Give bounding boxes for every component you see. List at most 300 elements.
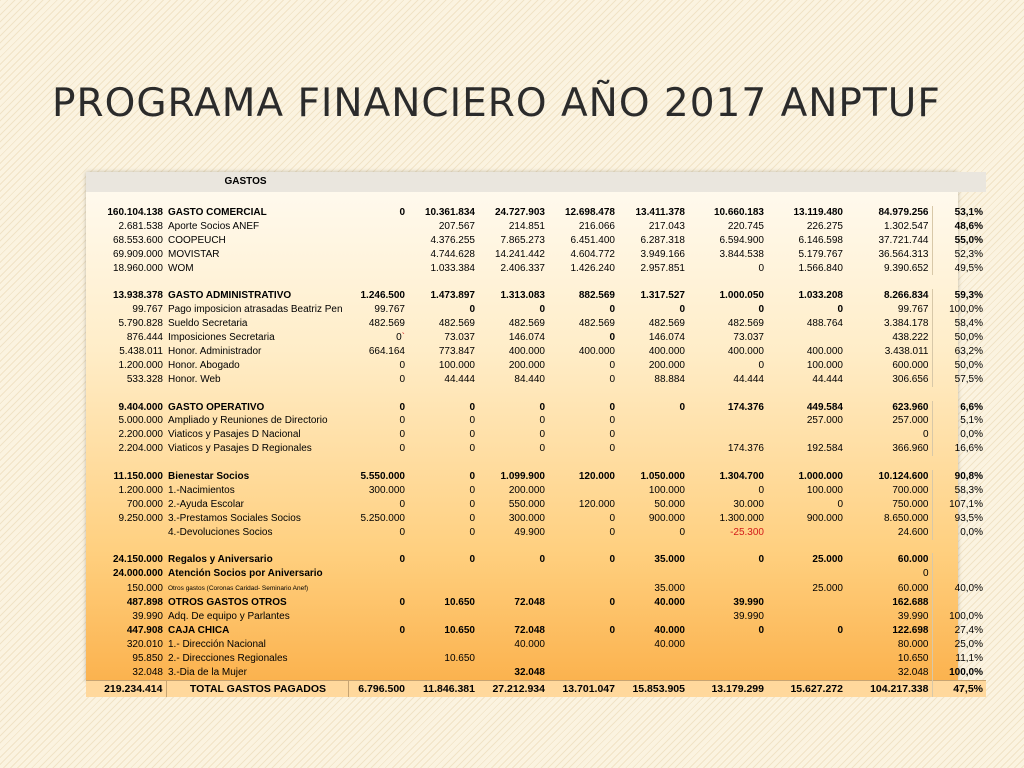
table-row [86,414,986,428]
table-cell [166,624,348,638]
table-cell [86,512,166,526]
table-cell [166,401,348,415]
table-cell [86,470,166,484]
table-cell [348,624,408,638]
cell-value: 10.650 [444,652,475,664]
cell-value: 257.000 [892,415,929,427]
table-cell [408,401,478,415]
table-cell [408,345,478,359]
cell-value: 0 [399,401,405,413]
cell-value: 40.000 [654,625,685,637]
cell-value: 25.000 [812,582,843,594]
total-cell: 219.234.414 [86,680,166,697]
cell-value: 122.698 [892,625,929,637]
table-cell [932,498,986,512]
table-cell [478,289,548,303]
cell-value: 482.569 [727,318,764,330]
total-row [86,680,986,697]
table-cell [932,359,986,373]
cell-value: 600.000 [892,359,929,371]
table-cell [548,470,618,484]
table-cell [618,248,688,262]
table-cell [478,624,548,638]
cell-value: GASTO COMERCIAL [168,206,267,218]
cell-value: 80.000 [897,638,929,650]
table-cell [166,526,348,540]
table-cell [932,666,986,680]
table-cell [767,303,846,317]
table-cell [932,206,986,220]
table-cell [348,512,408,526]
table-cell [618,206,688,220]
table-cell [932,442,986,456]
table-cell [767,220,846,234]
table-cell [846,359,932,373]
table-cell [548,289,618,303]
cell-value: 257.000 [806,415,843,427]
cell-value: 5.179.767 [798,248,843,260]
table-cell [548,414,618,428]
table-cell [478,262,548,276]
table-cell [86,442,166,456]
table-cell [86,262,166,276]
table-cell [688,414,767,428]
cell-value: 32.048 [132,666,163,678]
cell-value: 1.426.240 [570,262,615,274]
table-cell [618,331,688,345]
table-cell [86,567,166,581]
table-cell [932,484,986,498]
table-cell [548,567,618,581]
table-cell [618,638,688,652]
table-cell [166,303,348,317]
table-cell [548,234,618,248]
cell-value: 60.000 [897,554,929,566]
table-cell [688,512,767,526]
table-cell [408,581,478,596]
table-row [86,442,986,456]
cell-value: 0 [539,443,545,455]
cell-value: 5.790.828 [118,318,163,330]
table-cell [86,498,166,512]
table-cell [846,373,932,387]
table-section-row [86,206,986,220]
table-cell [348,428,408,442]
cell-value: 146.074 [508,332,545,344]
table-row [86,666,986,680]
table-cell [408,262,478,276]
cell-value: COOPEUCH [168,234,226,246]
table-cell [348,553,408,567]
cell-value: 16,6% [954,443,983,455]
cell-value: 40.000 [654,597,685,609]
cell-value: 0 [609,443,615,455]
table-section-row [86,553,986,567]
table-cell [86,553,166,567]
table-cell [846,638,932,652]
cell-value: 1.302.547 [884,220,929,232]
cell-value: 69.909.000 [112,248,163,260]
cell-value: 217.043 [648,220,685,232]
table-cell [548,624,618,638]
table-cell [348,526,408,540]
cell-value: 400.000 [648,345,685,357]
cell-value: 0,0% [960,429,983,441]
cell-value: 24.600 [897,526,929,538]
cell-value: 200.000 [508,484,545,496]
cell-value: 120.000 [578,498,615,510]
table-cell [408,638,478,652]
table-cell [767,331,846,345]
table-row [86,303,986,317]
table-cell [166,373,348,387]
cell-value: 18.960.000 [112,262,163,274]
table-cell [932,652,986,666]
cell-value: 10.650 [444,625,475,637]
cell-value: 1.473.897 [430,290,475,302]
table-row [86,359,986,373]
cell-value: Honor. Abogado [168,359,240,371]
cell-value: 4.376.255 [430,234,475,246]
cell-value: 0 [399,359,405,371]
cell-value: Sueldo Secretaria [168,318,248,330]
cell-value: 216.066 [578,220,615,232]
cell-value: 482.569 [648,318,685,330]
table-cell [348,248,408,262]
table-cell [688,317,767,331]
table-cell [166,553,348,567]
cell-value: 3.844.538 [719,248,764,260]
table-cell [548,610,618,624]
table-cell [86,373,166,387]
table-cell [408,553,478,567]
cell-value: 99.767 [132,304,163,316]
table-cell [688,345,767,359]
table-cell [348,666,408,680]
table-cell [478,581,548,596]
cell-value: 6,6% [960,401,983,413]
table-cell [408,596,478,610]
table-cell [166,345,348,359]
blank-row [86,275,986,289]
cell-value: 48,6% [954,220,983,232]
cell-value: 25,0% [954,638,983,650]
cell-value: 0 [758,554,764,566]
table-cell [618,666,688,680]
table-cell [932,331,986,345]
table-cell [767,652,846,666]
table-cell [478,220,548,234]
cell-value: 0 [539,429,545,441]
table-cell [767,624,846,638]
cell-value: 2.-Ayuda Escolar [168,498,244,510]
cell-value: 0 [609,359,615,371]
total-cell: TOTAL GASTOS PAGADOS [166,680,348,697]
cell-value: -25.300 [730,526,764,538]
cell-value: 0 [837,498,843,510]
table-cell [166,289,348,303]
table-cell [618,596,688,610]
cell-value: 49,5% [954,262,983,274]
table-cell [348,303,408,317]
table-cell [932,624,986,638]
table-cell [478,331,548,345]
table-cell [846,553,932,567]
cell-value: 900.000 [806,512,843,524]
table-cell [478,345,548,359]
table-cell [767,401,846,415]
table-cell [166,331,348,345]
table-cell [767,596,846,610]
cell-value: Ampliado y Reuniones de Directorio [168,415,328,427]
table-cell [618,345,688,359]
cell-value: 40,0% [954,582,983,594]
cell-value: 58,4% [954,318,983,330]
cell-value: 320.010 [126,638,163,650]
table-cell [408,414,478,428]
table-cell [932,303,986,317]
cell-value: 2.204.000 [118,443,163,455]
cell-value: 226.275 [806,220,843,232]
table-cell [767,414,846,428]
cell-value: Otros gastos (Coronas Caridad- Seminario Anef) [168,585,309,593]
table-cell [688,484,767,498]
cell-value: 0 [469,401,475,413]
table-cell [846,498,932,512]
cell-value: 55,0% [954,234,983,246]
table-cell [478,512,548,526]
table-cell [348,610,408,624]
table-cell [478,442,548,456]
table-cell [166,610,348,624]
table-cell [767,317,846,331]
cell-value: 0 [399,373,405,385]
cell-value: 0 [469,526,475,538]
cell-value: 300.000 [508,512,545,524]
cell-value: 3.-Prestamos Sociales Socios [168,512,301,524]
table-cell [932,526,986,540]
table-cell [348,638,408,652]
table-cell [478,373,548,387]
table-cell [86,317,166,331]
table-cell [348,317,408,331]
table-cell [348,289,408,303]
table-cell [767,526,846,540]
cell-value: 0 [837,304,843,316]
table-row [86,638,986,652]
table-cell [478,428,548,442]
table-cell [767,248,846,262]
cell-value: 482.569 [438,318,475,330]
table-cell [408,373,478,387]
cell-value: 4.604.772 [570,248,615,260]
blank-row [86,387,986,401]
cell-value: 50.000 [654,498,685,510]
table-cell [166,512,348,526]
cell-value: 1.200.000 [118,484,163,496]
table-cell [166,220,348,234]
table-cell [846,428,932,442]
cell-value: 120.000 [578,471,615,483]
cell-value: 30.000 [733,498,764,510]
table-cell [688,248,767,262]
table-cell [86,624,166,638]
cell-value: 50,0% [954,359,983,371]
cell-value: 449.584 [806,401,843,413]
cell-value: Regalos y Aniversario [168,554,273,566]
cell-value: 200.000 [648,359,685,371]
cell-value: 400.000 [727,345,764,357]
cell-value: Imposiciones Secretaria [168,332,275,344]
cell-value: 0 [399,625,405,637]
cell-value: OTROS GASTOS OTROS [168,597,287,609]
table-cell [348,234,408,248]
table-cell [846,303,932,317]
table-cell [548,331,618,345]
cell-value: 44.444 [812,373,843,385]
table-cell [408,359,478,373]
table-cell [86,220,166,234]
table-cell [408,624,478,638]
table-row [86,610,986,624]
table-cell [767,553,846,567]
cell-value: 99.767 [374,304,405,316]
table-cell [408,567,478,581]
table-cell [932,596,986,610]
table-cell [348,596,408,610]
cell-value: 1.317.527 [640,290,685,302]
cell-value: Bienestar Socios [168,471,250,483]
cell-value: 0 [609,554,615,566]
table-cell [846,442,932,456]
cell-value: 12.698.478 [564,206,615,218]
cell-value: 0 [679,304,685,316]
cell-value: 214.851 [508,220,545,232]
table-cell [348,262,408,276]
cell-value: 1.304.700 [719,471,764,483]
cell-value: WOM [168,262,194,274]
cell-value: 49.900 [514,526,545,538]
table-cell [548,373,618,387]
table-cell [408,666,478,680]
cell-value: 10.650 [444,597,475,609]
table-cell [932,401,986,415]
cell-value: 0 [609,526,615,538]
table-section-row [86,401,986,415]
table-cell [846,220,932,234]
cell-value: 1.099.900 [500,471,545,483]
cell-value: 59,3% [954,290,983,302]
cell-value: 39.990 [132,611,163,623]
cell-value: 150.000 [126,582,163,594]
cell-mark: ` [401,332,405,344]
total-cell: 104.217.338 [846,680,932,697]
total-cell: 27.212.934 [478,680,548,697]
table-cell [767,484,846,498]
table-cell [478,303,548,317]
table-cell [166,359,348,373]
table-cell [166,638,348,652]
cell-value: 220.745 [727,220,764,232]
cell-value: 32.048 [897,666,929,678]
cell-value: Adq. De equipo y Parlantes [168,611,290,623]
table-cell [932,581,986,596]
table-cell [478,484,548,498]
table-cell [348,414,408,428]
total-cell: 11.846.381 [408,680,478,697]
table-row [86,484,986,498]
cell-value: 1.050.000 [640,471,685,483]
table-cell [348,470,408,484]
cell-value: 0 [539,401,545,413]
cell-value: 68.553.600 [112,234,163,246]
table-cell [348,359,408,373]
cell-value: 0 [609,429,615,441]
blank-row [86,540,986,554]
cell-value: Honor. Administrador [168,345,262,357]
cell-value: 13.411.378 [635,206,685,218]
cell-value: 2.200.000 [118,429,163,441]
table-cell [846,596,932,610]
cell-value: 63,2% [954,345,983,357]
table-row [86,373,986,387]
cell-value: 482.569 [508,318,545,330]
cell-value: 400.000 [806,345,843,357]
table-cell [688,526,767,540]
table-cell [932,317,986,331]
table-cell [548,553,618,567]
cell-value: 11.150.000 [113,471,163,483]
cell-value: 40.000 [514,638,545,650]
table-cell [688,553,767,567]
table-cell [618,624,688,638]
cell-value: MOVISTAR [168,248,220,260]
cell-value: 487.898 [126,597,163,609]
cell-value: 0 [609,625,615,637]
table-cell [688,220,767,234]
cell-value: 53,1% [954,206,983,218]
cell-value: 9.404.000 [118,401,163,413]
table-cell [348,373,408,387]
cell-value: 107,1% [949,498,983,510]
table-cell [408,470,478,484]
cell-value: 0 [922,568,929,580]
cell-value: 100,0% [949,304,983,316]
table-cell [86,401,166,415]
table-cell [408,303,478,317]
table-row [86,581,986,596]
cell-value: 0 [399,526,405,538]
cell-value: 5.000.000 [118,415,163,427]
table-cell [86,484,166,498]
table-cell [548,442,618,456]
table-cell [618,373,688,387]
cell-value: 750.000 [892,498,929,510]
cell-value: 482.569 [368,318,405,330]
table-cell [767,206,846,220]
table-cell [688,567,767,581]
table-cell [846,624,932,638]
cell-value: 3.-Dia de la Mujer [168,666,247,678]
cell-value: 0 [679,526,685,538]
cell-value: 0 [758,484,764,496]
cell-value: CAJA CHICA [168,625,230,637]
table-cell [618,652,688,666]
table-cell [618,526,688,540]
table-cell [86,345,166,359]
table-cell [408,498,478,512]
cell-value: 2.- Direcciones Regionales [168,652,288,664]
